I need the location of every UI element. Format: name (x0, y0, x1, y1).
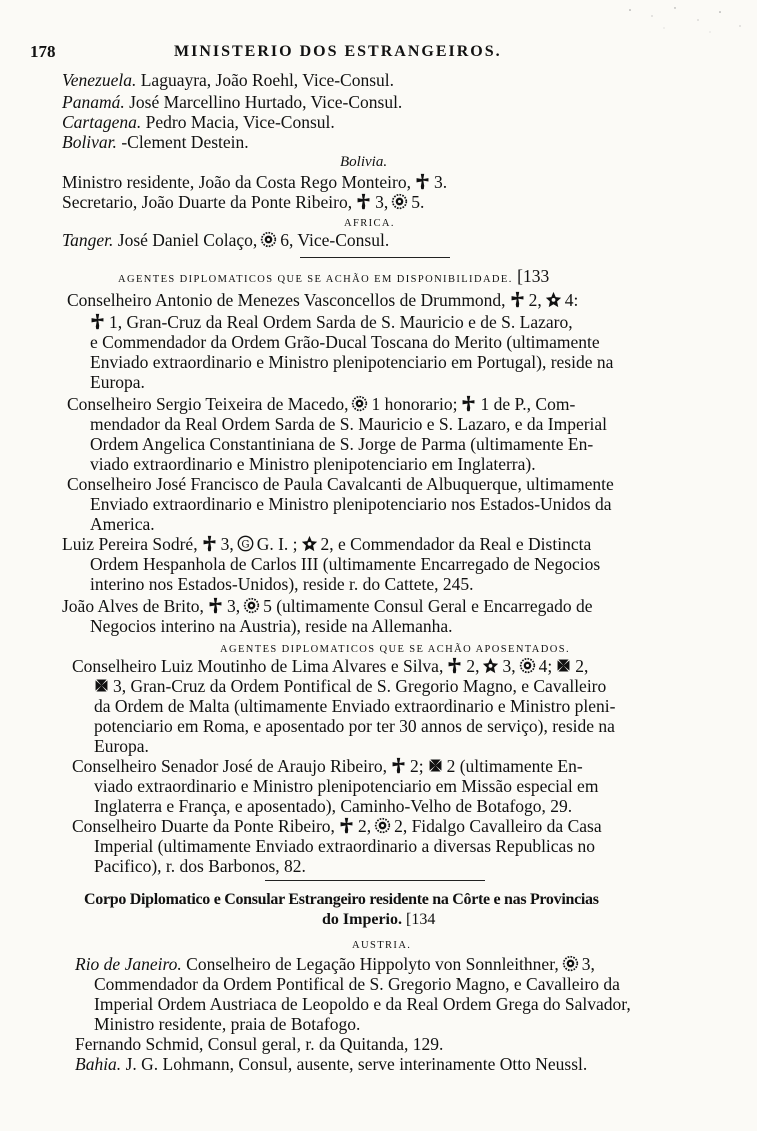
maltese-cross-icon (93, 677, 110, 694)
list-item: 3, Gran-Cruz da Ordem Pontifical de S. Gregorio Magno, e Cavalleiro (90, 676, 606, 696)
list-item: Secretario, João Duarte da Ponte Ribeiro, 3, 5. (62, 192, 425, 212)
circle-g-icon (237, 535, 254, 552)
star-order-icon (545, 291, 562, 308)
cross-pattee-icon (355, 193, 372, 210)
list-item: Commendador da Ordem Pontifical de S. Gregorio Magno, e Cavalleiro da (94, 974, 620, 994)
list-item: interino nos Estados-Unidos), reside r. do Cattete, 245. (90, 574, 474, 594)
section-heading-africa: AFRICA. (344, 218, 395, 229)
list-item: Tanger. José Daniel Colaço, 6, Vice-Consul. (62, 230, 390, 250)
place-name: Panamá. (62, 92, 125, 112)
paper-specks (600, 2, 750, 42)
cross-pattee-icon (89, 313, 106, 330)
divider (265, 880, 485, 881)
list-item: Ordem Angelica Constantiniana de S. Jorge de Parma (ultimamente En- (90, 434, 594, 454)
list-item: Conselheiro Duarte da Ponte Ribeiro, 2, 2, Fidalgo Cavalleiro da Casa (72, 816, 602, 836)
cross-pattee-icon (201, 535, 218, 552)
list-item: Cartagena. Pedro Macia, Vice-Consul. (62, 112, 335, 132)
cross-pattee-icon (446, 657, 463, 674)
list-item: viado extraordinario e Ministro plenipotenciario em Missão especial em (94, 776, 599, 796)
list-item: Venezuela. Laguayra, João Roehl, Vice-Consul. (62, 70, 395, 90)
list-item: Ordem Hespanhola de Carlos III (ultimamente Encarregado de Negocios (90, 554, 601, 574)
rose-order-icon (562, 955, 579, 972)
rose-order-icon (243, 597, 260, 614)
list-item: Conselheiro Luiz Moutinho de Lima Alvares e Silva, 2, 3, 4; 2, (72, 656, 589, 676)
running-title: MINISTERIO DOS ESTRANGEIROS. (174, 43, 502, 60)
page-number: 178 (30, 42, 56, 61)
rose-order-icon (519, 657, 536, 674)
place-name: Cartagena. (62, 112, 142, 132)
cross-pattee-icon (338, 817, 355, 834)
list-item: Imperial Ordem Austriaca de Leopoldo e da Real Ordem Grega do Salvador, (94, 994, 631, 1014)
cross-pattee-icon (390, 757, 407, 774)
star-order-icon (301, 535, 318, 552)
list-item: 1, Gran-Cruz da Real Ordem Sarda de S. Mauricio e de S. Lazaro, (86, 312, 573, 332)
divider (300, 257, 450, 258)
section-heading-retired: AGENTES DIPLOMATICOS QUE SE ACHÃO APOSENTADOS. (220, 644, 570, 655)
rose-order-icon (260, 231, 277, 248)
cross-pattee-icon (460, 395, 477, 412)
list-item: Panamá. José Marcellino Hurtado, Vice-Consul. (62, 92, 403, 112)
section-heading-bolivia: Bolivia. (340, 154, 388, 170)
list-item: Bolivar. -Clement Destein. (62, 132, 249, 152)
list-item: Inglaterra e França, e aposentado), Caminho-Velho de Botafogo, 29. (94, 796, 573, 816)
cross-pattee-icon (414, 173, 431, 190)
list-item: Luiz Pereira Sodré, 3, G. I. ; 2, e Commendador da Real e Distincta (62, 534, 592, 554)
rose-order-icon (374, 817, 391, 834)
list-item: Conselheiro Sergio Teixeira de Macedo, 1 honorario; 1 de P., Com- (67, 394, 576, 414)
list-item: e Commendador da Ordem Grão-Ducal Toscana do Merito (ultimamente (90, 332, 600, 352)
list-item: viado extraordinario e Ministro plenipotenciario em Inglaterra). (90, 454, 536, 474)
list-item: Enviado extraordinario e Ministro plenipotenciario em Portugal), reside na (90, 352, 614, 372)
list-item: Ministro residente, João da Costa Rego Monteiro, 3. (62, 172, 448, 192)
section-heading-availability: AGENTES DIPLOMATICOS QUE SE ACHÃO EM DISPONIBILIDADE. [133 (118, 266, 550, 286)
list-item: Rio de Janeiro. Conselheiro de Legação Hippolyto von Sonnleithner, 3, (75, 954, 595, 974)
list-item: potenciario em Roma, e aposentado por ter 30 annos de serviço), reside na (94, 716, 615, 736)
list-item: Imperial (ultimamente Enviado extraordinario a diversas Republicas no (94, 836, 596, 856)
section-heading-austria: AUSTRIA. (352, 940, 412, 951)
rose-order-icon (391, 193, 408, 210)
cross-pattee-icon (509, 291, 526, 308)
list-item: Pacifico), r. dos Barbonos, 82. (94, 856, 306, 876)
list-item: Europa. (94, 736, 149, 756)
list-item: Conselheiro Senador José de Araujo Ribeiro, 2; 2 (ultimamente En- (72, 756, 583, 776)
corps-title: Corpo Diplomatico e Consular Estrangeiro residente na Côrte e nas Provincias (84, 891, 599, 908)
maltese-cross-icon (427, 757, 444, 774)
list-item: Negocios interino na Austria), reside na Allemanha. (90, 616, 453, 636)
list-item: Europa. (90, 372, 145, 392)
list-item: mendador da Real Ordem Sarda de S. Mauricio e S. Lazaro, e da Imperial (90, 414, 608, 434)
star-order-icon (482, 657, 499, 674)
maltese-cross-icon (555, 657, 572, 674)
rose-order-icon (351, 395, 368, 412)
list-item: João Alves de Brito, 3, 5 (ultimamente Consul Geral e Encarregado de (62, 596, 593, 616)
list-item: Conselheiro José Francisco de Paula Cavalcanti de Albuquerque, ultimamente (67, 474, 614, 494)
place-name: Bolivar. (62, 132, 117, 152)
list-item: America. (90, 514, 155, 534)
list-item: Bahia. J. G. Lohmann, Consul, ausente, serve interinamente Otto Neussl. (75, 1054, 588, 1074)
place-name: Venezuela. (62, 70, 137, 90)
list-item: Fernando Schmid, Consul geral, r. da Quitanda, 129. (75, 1034, 444, 1054)
list-item: Enviado extraordinario e Ministro plenipotenciario nos Estados-Unidos da (90, 494, 612, 514)
list-item: Ministro residente, praia de Botafogo. (94, 1014, 361, 1034)
corps-title-line2: do Imperio. [134 (322, 911, 436, 928)
list-item: da Ordem de Malta (ultimamente Enviado extraordinario e Ministro pleni- (94, 696, 616, 716)
list-item: Conselheiro Antonio de Menezes Vasconcellos de Drummond, 2, 4: (67, 290, 579, 310)
cross-pattee-icon (207, 597, 224, 614)
